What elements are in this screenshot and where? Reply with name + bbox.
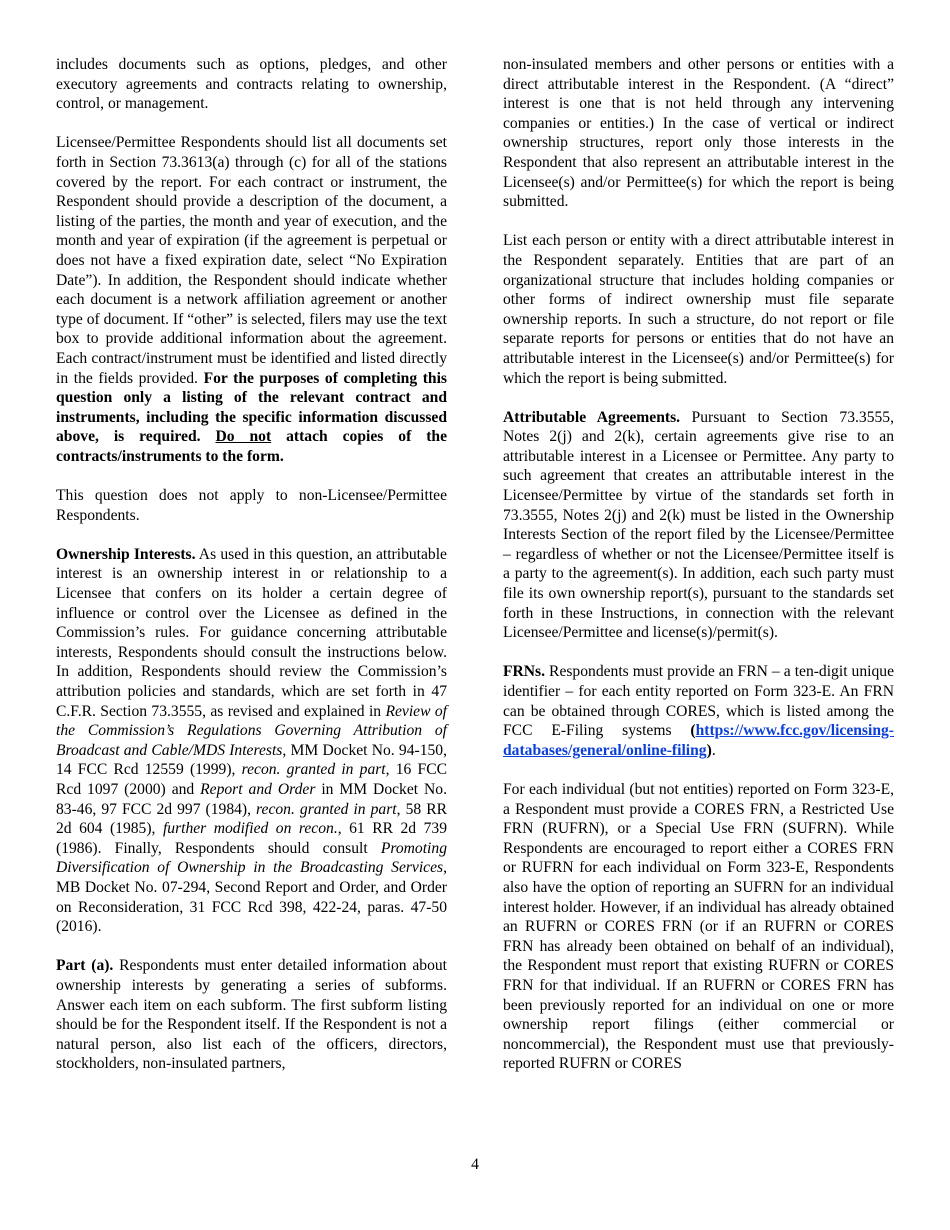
citation-promoting-diversification: Promoting Diversification of Ownership in the Broadcasting Services [56,839,447,877]
part-a-heading: Part (a). [56,957,114,975]
ownership-interests-heading: Ownership Interests. [56,545,196,563]
paragraph-licensee-respondents [56,133,447,466]
frns-heading: FRNs. [503,663,546,681]
paragraph-non-licensee-note: This question does not apply to non-Licensee/Permittee Respondents. [56,487,447,524]
right-column [503,55,894,1074]
attributable-agreements-heading: Attributable Agreements. [503,408,681,426]
paragraph-documents-continued: includes documents such as options, pledges, and other executory agreements and contracts relating to ownership, control, or management. [56,56,447,113]
paragraph-list-each-person: List each person or entity with a direct attributable interest in the Respondent separately. Entities that are part of an organizational structure that includes holding companies or other forms of indirect ownership must file separate ownership reports. In such a structure, do not report or file separate reports for persons or entities that do not have an attributable interest in the Licensee(s) and/or Permittee(s) for which the report is being submitted. [503,232,894,387]
paragraph-ownership-interests: Ownership Interests. As used in this question, an attributable interest is an ownership interest in or relationship to a Licensee that confers on its holder a certain degree of influence or control over the Licensee as defined in the Commission’s rules. For guidance concerning attributable interests, Respondents should consult the instructions below. In addition, Respondents should review the Commission’s attribution policies and standards, which are set forth in 47 C.F.R. Section 73.3555, as revised and explained in Review of the Commission’s Regulations Governing Attribution of Broadcast and Cable/MDS Interests, MM Docket No. 94-150, 14 FCC Rcd 12559 (1999), recon. granted in part, 16 FCC Rcd 1097 (2000) and Report and Order in MM Docket No. 83-46, 97 FCC 2d 997 (1984), recon. granted in part, 58 RR 2d 604 (1985), further modified on recon., 61 RR 2d 739 (1986). Finally, Respondents should consult Promoting Diversification of Ownership in the Broadcasting Services, MB Docket No. 07-294, Second Report and Order, and Order on Reconsideration, 31 FCC Rcd 398, 422-24, paras. 47-50 (2016). [56,545,448,936]
page-number: 4 [471,1156,479,1173]
paragraph-individual-frn: For each individual (but not entities) reported on Form 323-E, a Respondent must provide a CORES FRN, a Restricted Use FRN (RUFRN), or a Special Use FRN (SUFRN). While Respondents are encouraged to report either a CORES FRN or RUFRN for each individual on Form 323-E, Respondents also have the option of reporting an SUFRN for an individual interest holder. However, if an individual has already obtained an RUFRN or CORES FRN (or if an RUFRN or CORES FRN has already been obtained on behalf of an individual), the Respondent must report that existing RUFRN or CORES FRN for that individual. If an RUFRN or CORES FRN has been previously reported for an individual on one or more ownership report filings (either commercial or noncommercial), the Respondent must use that previously-reported RUFRN or CORES [503,780,894,1073]
paragraph-attributable-agreements: Attributable Agreements. Pursuant to Section 73.3555, Notes 2(j) and 2(k), certain agreements give rise to an attributable interest in a Licensee or Permittee. Any party to such agreement that creates an attributable interest in the Licensee/Permittee by virtue of the standards set forth in 73.3555, Notes 2(j) and 2(k) must be listed in the Ownership Interests Section of the report filed by the Licensee/Permittee – regardless of whether or not the Licensee/Permittee itself is a party to the agreement(s). In addition, each such party must file its own ownership report(s), pursuant to the standards set forth in these Instructions, in connection with the relevant Licensee/Permittee and license(s)/permit(s). [503,408,895,642]
licensee-instructions-text: Licensee/Permittee Respondents should list all documents set forth in Section 73.3613(a) through (c) for all of the stations covered by the report. For each contract or instrument, the Respondent should provide a description of the document, a listing of the parties, the month and year of execution, and the month and year of expiration (if the agreement is perpetual or does not have a fixed expiration date, select “No Expiration Date”). In addition, the Respondent should indicate whether each document is a network affiliation agreement or another type of document. If “other” is selected, filers may use the text box to provide additional information about the agreement. Each contract/instrument must be identified and listed directly in the fields provided. [56,134,448,387]
citation-review-attribution: Review of the Commission’s Regulations Governing Attribution of Broadcast and Cable/MDS Interests [56,702,447,759]
paragraph-part-a: Part (a). Respondents must enter detailed information about ownership interests by generating a series of subforms. Answer each item on each subform. The first subform listing should be for the Respondent itself. If the Respondent is not a natural person, also list each of the officers, directors, stockholders, non-insulated partners, [56,957,447,1073]
online-filing-link[interactable]: https://www.fcc.gov/licensing-databases/general/online-filing [503,722,894,759]
do-not-emphasis: Do not [215,428,272,446]
paragraph-direct-interest: non-insulated members and other persons or entities with a direct attributable interest in the Respondent. (A “direct” interest is one that is not held through any intervening companies or entities.) In the case of vertical or indirect ownership structures, report only those interests in the Respondent that also represent an attributable interest in the Licensee(s) and/or Permittee(s) for which the report is being submitted. [503,56,894,211]
attach-copies-bold: attach copies of the contracts/instruments to the form. [56,428,447,465]
listing-required-bold: For the purposes of completing this question only a listing of the relevant contract and instruments, including the specific information discussed above, is required. [56,369,447,446]
paragraph-frns: FRNs. Respondents must provide an FRN – a ten-digit unique identifier – for each entity reported on Form 323-E. An FRN can be obtained through CORES, which is listed among the FCC E-Filing systems (https://www.fcc.gov/licensing-databases/general/online-filing). [503,663,894,759]
left-column [56,55,447,1074]
